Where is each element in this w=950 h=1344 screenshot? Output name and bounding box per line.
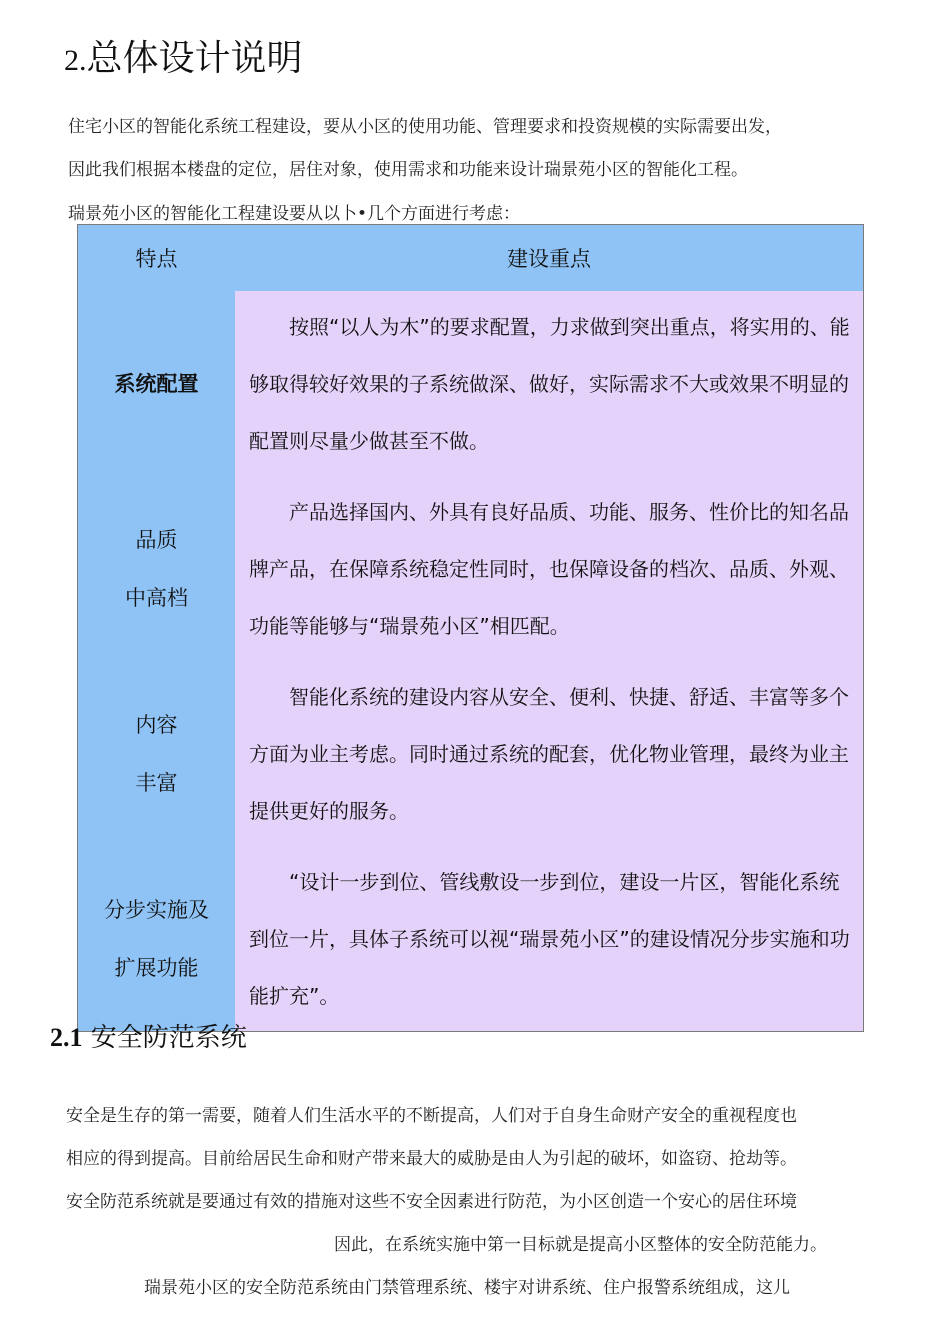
description-text: 智能化系统的建设内容从安全、便利、快捷、舒适、丰富等多个方面为业主考虑。同时通过系统的配套，优化物业管理，最终为业主提供更好的服务。 xyxy=(249,685,849,823)
intro-line-1: 住宅小区的智能化系统工程建设，要从小区的使用功能、管理要求和投资规模的实际需要出发， xyxy=(68,117,782,137)
section-line-1: 安全是生存的第一需要，随着人们生活水平的不断提高，人们对于自身生命财产安全的重视程度也 xyxy=(66,1106,797,1126)
feature-label: 内容 xyxy=(135,712,178,737)
page-title xyxy=(64,34,303,86)
title-number: 2. xyxy=(64,44,87,77)
description-cell xyxy=(235,661,864,846)
section-line-2: 相应的得到提高。目前给居民生命和财产带来最大的威胁是由人为引起的破坏，如盗窃、抢劫等。 xyxy=(66,1149,797,1169)
description-text: 产品选择国内、外具有良好品质、功能、服务、性价比的知名品牌产品，在保障系统稳定性同时，也保障设备的档次、品质、外观、功能等能够与“瑞景苑小区”相匹配。 xyxy=(249,500,849,638)
design-points-table xyxy=(77,224,864,1032)
table-row xyxy=(78,846,864,1032)
description-cell xyxy=(235,476,864,661)
title-text: 总体设计说明 xyxy=(86,38,303,79)
feature-cell xyxy=(78,291,236,476)
table-row xyxy=(78,661,864,846)
section-heading xyxy=(50,1016,247,1060)
feature-cell xyxy=(78,846,236,1032)
description-text: 按照“以人为木”的要求配置，力求做到突出重点，将实用的、能够取得较好效果的子系统做深、做好，实际需求不大或效果不明显的配置则尽量少做甚至不做。 xyxy=(249,315,850,453)
intro-line-2: 因此我们根据本楼盘的定位，居住对象，使用需求和功能来设计瑞景苑小区的智能化工程。 xyxy=(68,160,748,180)
feature-cell xyxy=(78,476,236,661)
section-number: 2.1 xyxy=(50,1023,83,1052)
feature-label: 丰富 xyxy=(135,770,178,795)
header-feature: 特点 xyxy=(78,225,236,292)
feature-cell xyxy=(78,661,236,846)
feature-label: 品质 xyxy=(135,527,178,552)
feature-label: 扩展功能 xyxy=(114,955,199,980)
section-line-4: 因此，在系统实施中第一目标就是提高小区整体的安全防范能力。 xyxy=(334,1235,827,1255)
intro-line-3: 瑞景苑小区的智能化工程建设要从以卜•几个方面进行考虑： xyxy=(68,204,521,224)
section-line-5: 瑞景苑小区的安全防范系统由门禁管理系统、楼宇对讲系统、住户报警系统组成，这儿 xyxy=(144,1278,790,1298)
table-row xyxy=(78,476,864,661)
description-cell xyxy=(235,291,864,476)
section-line-3: 安全防范系统就是要通过有效的措施对这些不安全因素进行防范，为小区创造一个安心的居住环境 xyxy=(66,1192,797,1212)
feature-label: 中高档 xyxy=(125,585,188,610)
feature-label: 分步实施及 xyxy=(104,897,209,922)
feature-label: 系统配置 xyxy=(114,371,199,396)
table-header-row xyxy=(78,225,864,292)
table-row xyxy=(78,291,864,476)
description-text: “设计一步到位、管线敷设一步到位，建设一片区，智能化系统到位一片，具体子系统可以视“瑞景苑小区”的建设情况分步实施和功能扩充”。 xyxy=(249,870,850,1008)
description-cell xyxy=(235,846,864,1032)
section-title: 安全防范系统 xyxy=(90,1023,247,1053)
header-focus: 建设重点 xyxy=(235,225,864,292)
